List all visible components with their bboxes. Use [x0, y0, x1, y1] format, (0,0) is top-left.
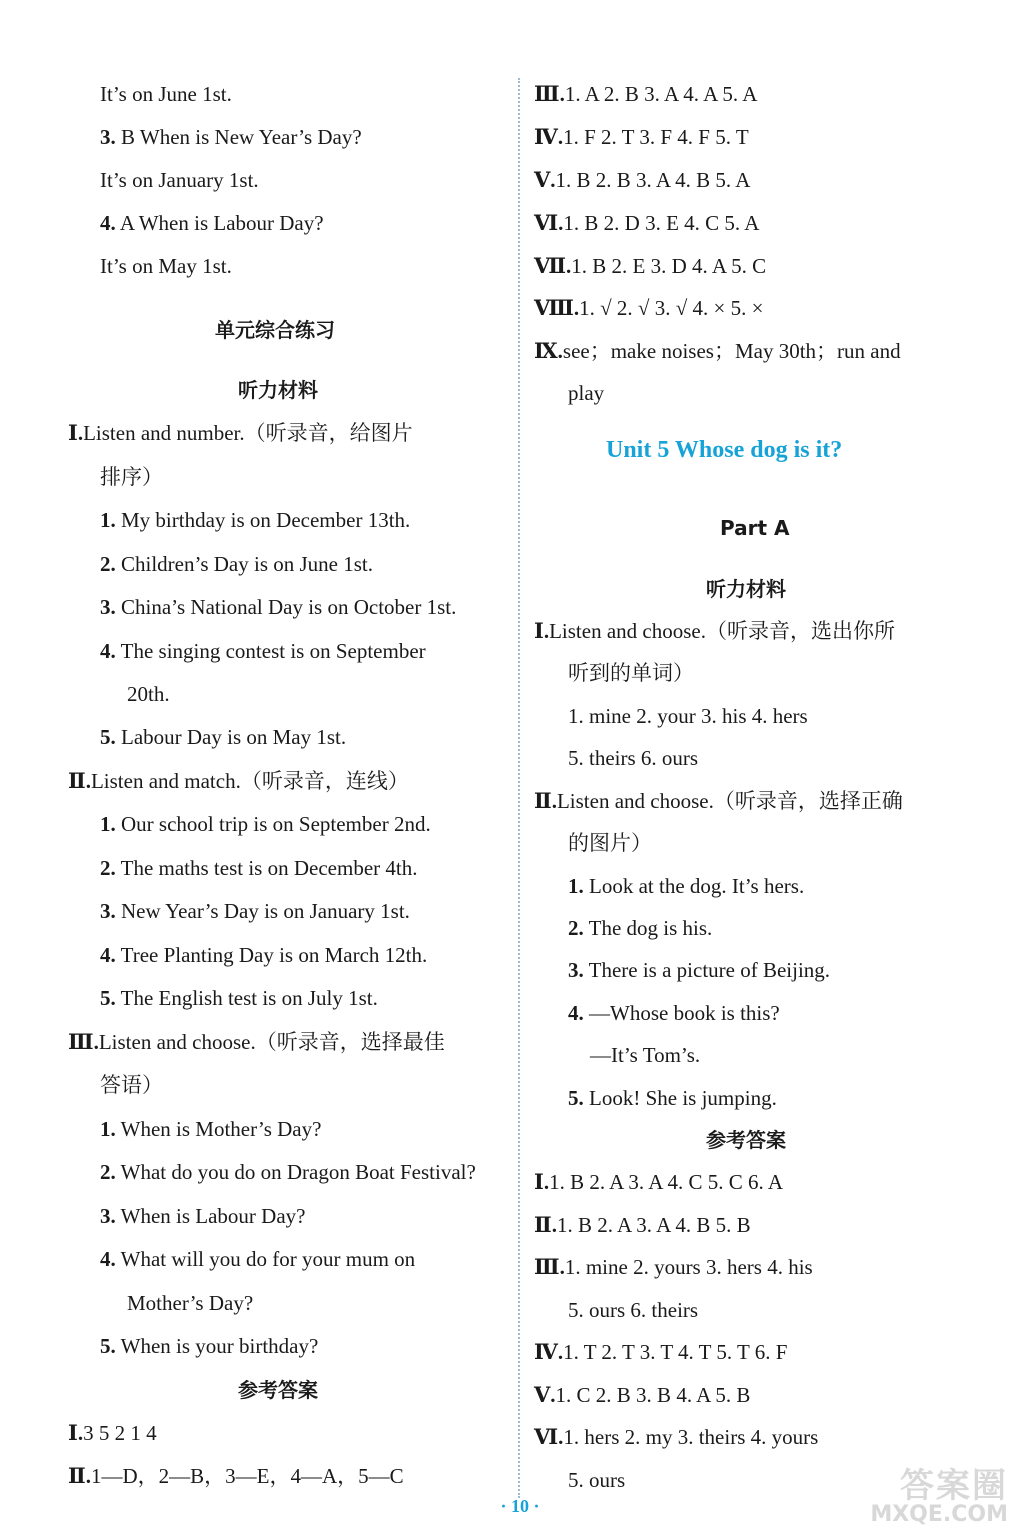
unit-title: Unit 5 Whose dog is it?: [606, 437, 843, 463]
right-column-line: 1. mine 2. your 3. his 4. hers: [568, 704, 808, 728]
section-number: Ⅲ.: [534, 82, 565, 106]
line-text: 1. mine 2. yours 3. hers 4. his: [564, 1255, 813, 1279]
section-number: Ⅱ.: [68, 769, 91, 793]
column-divider: [518, 78, 520, 1498]
watermark: [838, 1468, 1008, 1528]
line-text: Listen and match.（听录音，连线）: [90, 769, 409, 793]
left-column-line: [68, 1462, 404, 1490]
left-column-line: It’s on June 1st.: [100, 82, 232, 106]
line-text: When is Labour Day?: [115, 1204, 306, 1228]
section-number: Ⅰ.: [534, 619, 550, 643]
right-column-line: [568, 1084, 777, 1112]
line-text: 1. C 2. B 3. B 4. A 5. B: [555, 1383, 751, 1407]
left-column-line: [100, 506, 410, 534]
item-number: 3.: [100, 1204, 116, 1228]
left-column-line: [100, 1332, 318, 1360]
right-column-line: 5. ours 6. theirs: [568, 1298, 699, 1322]
right-column-line: [568, 872, 804, 900]
right-column-line: [534, 787, 903, 815]
section-number: Ⅴ.: [534, 1383, 556, 1407]
right-column-line: 5. theirs 6. ours: [568, 746, 699, 770]
item-number: 2.: [100, 1160, 116, 1184]
item-number: 1.: [100, 1117, 116, 1141]
right-column-line: [534, 252, 766, 280]
section-number: Ⅰ.: [68, 1421, 84, 1445]
line-text: Our school trip is on September 2nd.: [115, 812, 431, 836]
item-number: 3.: [100, 125, 116, 149]
line-text: The dog is his.: [583, 916, 713, 940]
line-text: Children’s Day is on June 1st.: [115, 552, 373, 576]
left-column-line: [100, 810, 431, 838]
line-text: When is Mother’s Day?: [115, 1117, 322, 1141]
left-column-line: [68, 419, 413, 447]
right-column-heading: 听力材料: [706, 577, 786, 601]
watermark-line2: MXQE.COM: [870, 1502, 1008, 1527]
left-column-line: [100, 637, 426, 665]
item-number: 4.: [100, 943, 116, 967]
right-column-line: 5. ours: [568, 1468, 626, 1492]
left-column-heading: 单元综合练习: [215, 318, 335, 342]
right-column-heading: Part A: [720, 516, 790, 540]
line-text: Tree Planting Day is on March 12th.: [115, 943, 428, 967]
line-text: New Year’s Day is on January 1st.: [115, 899, 410, 923]
line-text: Listen and choose.（听录音，选择最佳: [98, 1030, 445, 1054]
item-number: 5.: [100, 725, 116, 749]
item-number: 5.: [100, 986, 116, 1010]
left-column-line: [100, 209, 324, 237]
item-number: 4.: [568, 1001, 584, 1025]
line-text: Look! She is jumping.: [583, 1086, 777, 1110]
line-text: Listen and choose.（听录音，选择正确: [556, 789, 903, 813]
line-text: There is a picture of Beijing.: [583, 958, 831, 982]
left-column-line: It’s on May 1st.: [100, 254, 232, 278]
left-column-line: [100, 593, 456, 621]
right-column-line: —It’s Tom’s.: [590, 1043, 701, 1067]
line-text: When is your birthday?: [115, 1334, 319, 1358]
left-column-line: [100, 550, 373, 578]
left-column-line: [68, 1419, 157, 1447]
line-text: Labour Day is on May 1st.: [115, 725, 347, 749]
right-column-line: [534, 1381, 750, 1409]
left-column-line: 答语）: [100, 1073, 163, 1097]
left-column-line: Mother’s Day?: [127, 1291, 254, 1315]
right-column-line: [534, 1253, 813, 1281]
right-column-line: [534, 1338, 787, 1366]
line-text: see；make noises；May 30th；run and: [562, 339, 901, 363]
line-text: My birthday is on December 13th.: [115, 508, 411, 532]
item-number: 2.: [100, 552, 116, 576]
left-column-heading: 听力材料: [238, 378, 318, 402]
item-number: 3.: [568, 958, 584, 982]
watermark-line1: 答案圈: [900, 1466, 1008, 1506]
line-text: 1. T 2. T 3. T 4. T 5. T 6. F: [563, 1340, 788, 1364]
section-number: Ⅴ.: [534, 168, 556, 192]
line-text: 1. A 2. B 3. A 4. A 5. A: [564, 82, 758, 106]
right-column-line: [534, 294, 763, 322]
line-text: What will you do for your mum on: [115, 1247, 416, 1271]
section-number: Ⅱ.: [68, 1464, 91, 1488]
line-text: What do you do on Dragon Boat Festival?: [115, 1160, 476, 1184]
section-number: Ⅳ.: [534, 1340, 564, 1364]
left-column-line: [100, 897, 410, 925]
line-text: 3 5 2 1 4: [83, 1421, 157, 1445]
left-column-line: [100, 854, 417, 882]
section-number: Ⅲ.: [68, 1030, 99, 1054]
line-text: —Whose book is this?: [583, 1001, 780, 1025]
line-text: B When is New Year’s Day?: [115, 125, 362, 149]
line-text: 1. B 2. B 3. A 4. B 5. A: [555, 168, 751, 192]
right-column-line: [534, 1211, 751, 1239]
line-text: 1. B 2. D 3. E 4. C 5. A: [563, 211, 760, 235]
line-text: 1. √ 2. √ 3. √ 4. × 5. ×: [579, 296, 764, 320]
left-column-line: [100, 1115, 321, 1143]
item-number: 5.: [568, 1086, 584, 1110]
left-column-line: [100, 723, 346, 751]
section-number: Ⅰ.: [534, 1170, 550, 1194]
item-number: 1.: [568, 874, 584, 898]
section-number: Ⅲ.: [534, 1255, 565, 1279]
right-column-line: 的图片）: [568, 831, 652, 855]
right-column-line: [568, 914, 712, 942]
line-text: 1. B 2. E 3. D 4. A 5. C: [571, 254, 767, 278]
right-column-line: [568, 956, 830, 984]
line-text: The singing contest is on September: [115, 639, 426, 663]
section-number: Ⅰ.: [68, 421, 84, 445]
right-column-line: 听到的单词）: [568, 661, 694, 685]
line-text: Listen and number.（听录音，给图片: [83, 421, 413, 445]
item-number: 5.: [100, 1334, 116, 1358]
item-number: 2.: [100, 856, 116, 880]
line-text: 1. B 2. A 3. A 4. C 5. C 6. A: [549, 1170, 784, 1194]
left-column-line: [68, 1028, 445, 1056]
left-column-line: [100, 1245, 415, 1273]
left-column-line: [100, 941, 427, 969]
section-number: Ⅵ.: [534, 1425, 564, 1449]
left-column-line: [100, 1202, 305, 1230]
left-column-line: 20th.: [127, 682, 170, 706]
section-number: Ⅷ.: [534, 296, 580, 320]
right-column-line: [534, 1423, 818, 1451]
right-column-line: [534, 209, 759, 237]
right-column-heading: 参考答案: [706, 1128, 786, 1152]
line-text: The maths test is on December 4th.: [115, 856, 418, 880]
left-column-line: [100, 984, 378, 1012]
line-text: A When is Labour Day?: [115, 211, 324, 235]
line-text: Listen and choose.（听录音，选出你所: [549, 619, 895, 643]
line-text: 1. B 2. A 3. A 4. B 5. B: [556, 1213, 751, 1237]
line-text: The English test is on July 1st.: [115, 986, 378, 1010]
right-column-line: [534, 80, 757, 108]
left-column-line: 排序）: [100, 465, 163, 489]
item-number: 3.: [100, 899, 116, 923]
section-number: Ⅳ.: [534, 125, 564, 149]
right-column-line: [534, 337, 901, 365]
right-column-line: [568, 999, 780, 1027]
right-column-line: [534, 617, 895, 645]
left-column-line: [68, 767, 409, 795]
item-number: 1.: [100, 812, 116, 836]
left-column-line: [100, 1158, 476, 1186]
item-number: 4.: [100, 639, 116, 663]
line-text: China’s National Day is on October 1st.: [115, 595, 457, 619]
item-number: 3.: [100, 595, 116, 619]
item-number: 4.: [100, 1247, 116, 1271]
left-column-line: It’s on January 1st.: [100, 168, 259, 192]
right-column-line: [534, 166, 750, 194]
item-number: 2.: [568, 916, 584, 940]
section-number: Ⅱ.: [534, 1213, 557, 1237]
left-column-heading: 参考答案: [238, 1378, 318, 1402]
item-number: 4.: [100, 211, 116, 235]
section-number: Ⅱ.: [534, 789, 557, 813]
line-text: 1. F 2. T 3. F 4. F 5. T: [563, 125, 749, 149]
line-text: Look at the dog. It’s hers.: [583, 874, 805, 898]
left-column-line: [100, 123, 362, 151]
line-text: 1. hers 2. my 3. theirs 4. yours: [563, 1425, 819, 1449]
section-number: Ⅵ.: [534, 211, 564, 235]
item-number: 1.: [100, 508, 116, 532]
section-number: Ⅸ.: [534, 339, 563, 363]
right-column-line: play: [568, 381, 605, 405]
page-number: · 10 ·: [500, 1496, 540, 1516]
section-number: Ⅶ.: [534, 254, 572, 278]
right-column-line: [534, 1168, 783, 1196]
line-text: 1—D，2—B，3—E，4—A，5—C: [90, 1464, 404, 1488]
right-column-line: [534, 123, 749, 151]
